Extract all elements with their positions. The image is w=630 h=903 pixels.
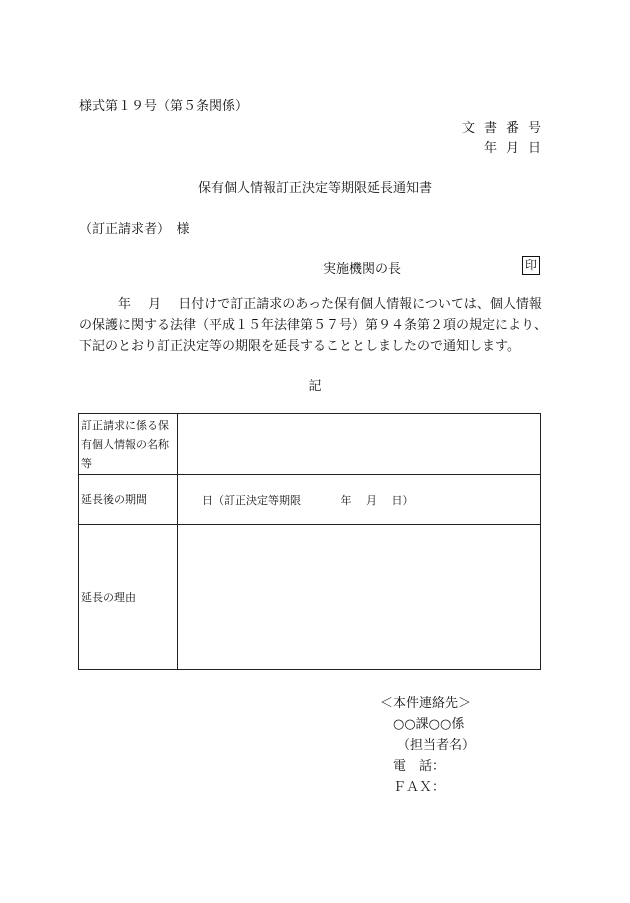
ki-heading: 記: [308, 379, 322, 394]
extension-days: 日（訂正決定等期限: [202, 493, 301, 507]
extension-reason-value: [178, 525, 541, 670]
document-title: 保有個人情報訂正決定等期限延長通知書: [197, 181, 432, 196]
extended-period-value: [178, 475, 541, 525]
seal-stamp: 印: [522, 256, 540, 275]
body-line: の保護に関する法律（平成１５年法律第５７号）第９４条第２項の規定により、: [79, 318, 548, 333]
form-number: 様式第１９号（第５条関係）: [79, 99, 249, 114]
info-name-label: 訂正請求に係る保有個人情報の名称等: [79, 414, 178, 475]
table-row: [79, 414, 541, 475]
body-line: 年 月 日付けで訂正請求のあった保有個人情報については、個人情報: [79, 297, 542, 312]
info-name-value: [178, 414, 541, 475]
contact-fax: ＦＡＸ：: [393, 780, 446, 795]
extension-reason-label: 延長の理由: [79, 525, 178, 670]
body-line: 下記のとおり訂正決定等の期限を延長することとしましたので通知します。: [79, 339, 520, 354]
notice-body: [79, 294, 554, 357]
contact-section: ○○課○○係: [393, 717, 465, 732]
contact-heading: ＜本件連絡先＞: [380, 696, 472, 711]
recipient-line: （訂正請求者） 様: [79, 222, 190, 237]
detail-table: [78, 413, 541, 670]
table-row: [79, 525, 541, 670]
document-number-label: 文書番号: [461, 121, 550, 136]
sender-title: 実施機関の長: [323, 262, 402, 277]
contact-block: [380, 693, 475, 798]
extension-deadline-date: 年 月 日）: [340, 493, 414, 507]
extended-period-label: 延長後の期間: [79, 475, 178, 525]
document-date-label: 年月日: [483, 141, 550, 156]
contact-phone: 電 話：: [393, 759, 446, 774]
table-row: [79, 475, 541, 525]
contact-person: （担当者名）: [397, 738, 476, 753]
